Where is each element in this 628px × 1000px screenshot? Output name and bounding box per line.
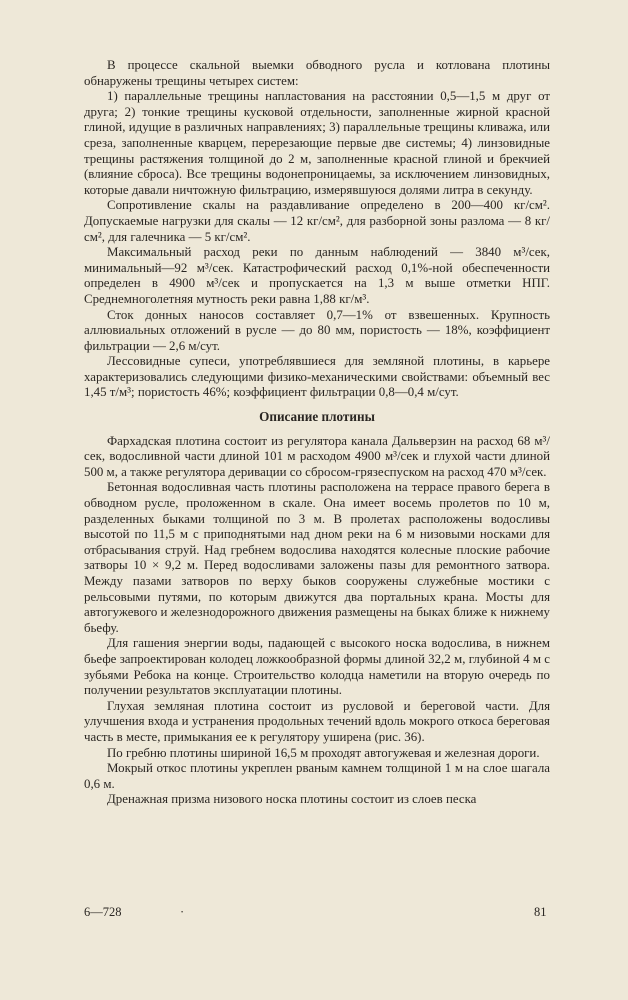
paragraph: Лессовидные супеси, употреблявшиеся для земляной плотины, в карьере характеризовались следующими физико-механическими свойствами: объемный вес 1,45 т/м³; пористость 46%; коэффициент фильтрации 0,8—0,4 м/сут. bbox=[84, 354, 550, 400]
paragraph: Фархадская плотина состоит из регулятора канала Дальверзин на расход 68 м³/сек, водосливной части длиной 101 м расходом 4900 м³/сек и глухой части длиной 500 м, а также регулятора деривации со сбросом-грязеспуском на расход 470 м³/сек. bbox=[84, 433, 550, 479]
paragraph: Мокрый откос плотины укреплен рваным камнем толщиной 1 м на слое шагала 0,6 м. bbox=[84, 761, 550, 791]
printer-signature: 6—728 bbox=[84, 905, 122, 919]
paragraph: По гребню плотины шириной 16,5 м проходят автогужевая и железная дороги. bbox=[107, 745, 540, 760]
page-number: 81 bbox=[534, 905, 547, 919]
paragraph: 1) параллельные трещины напластования на расстоянии 0,5—1,5 м друг от друга; 2) тонкие трещины кусковой отдельности, заполненные жирной красной глиной, идущие в различных направлениях; 3) параллельные трещины кливажа, или среза, заполненные кварцем, перерезающие первые две системы; 4) линзовидные трещины растяжения толщиной до 2 м, заполненные красной глиной и брекчией (влияние сброса). Все трещины водонепроницаемы, за исключением линзовидных, которые давали ничтожную фильтрацию, измерявшуюся долями литра в секунду. bbox=[84, 89, 550, 197]
paragraph: Глухая земляная плотина состоит из русловой и береговой части. Для улучшения входа и устранения продольных течений вдоль мокрого откоса береговая часть в месте, примыкания ее к регулятору уширена (рис. 36). bbox=[84, 698, 550, 744]
paragraph: В процессе скальной выемки обводного русла и котлована плотины обнаружены трещины четырех систем: bbox=[84, 58, 550, 88]
paragraph: Сток донных наносов составляет 0,7—1% от взвешенных. Крупность аллювиальных отложений в русле — до 80 мм, пористость — 18%, коэффициент фильтрации — 2,6 м/сут. bbox=[84, 307, 550, 353]
body-text bbox=[84, 58, 550, 808]
paragraph: Для гашения энергии воды, падающей с высокого носка водослива, в нижнем бьефе запроектирован колодец ложкообразной формы длиной 32,2 м, глубиной 4 м с зубьями Ребока на конце. Строительство колодца наметили на вторую очередь по получении результатов эксплуатации плотины. bbox=[84, 636, 550, 698]
footer-dot: · bbox=[180, 905, 185, 919]
paragraph: Дренажная призма низового носка плотины состоит из слоев песка bbox=[107, 792, 477, 807]
section-heading: Описание плотины bbox=[259, 409, 375, 425]
paragraph: Максимальный расход реки по данным наблюдений — 3840 м³/сек, минимальный—92 м³/сек. Катастрофический расход 0,1%-ной обеспеченности определен в 4900 м³/сек и пропускается на 1,3 м выше отметки НПГ. Среднемноголетняя мутность реки равна 1,88 кг/м³. bbox=[84, 245, 550, 306]
paragraph: Бетонная водосливная часть плотины расположена на террасе правого берега в обводном русле, проложенном в скале. Она имеет восемь пролетов по 10 м, разделенных быками толщиной по 3 м. В пролетах расположены водосливы высотой по 11,5 м с приподнятыми над дном реки на 6 м низовыми носками для отбрасывания струй. Над гребнем водослива находятся колесные плоские рабочие затворы 10 × 9,2 м. Перед водосливами заложены пазы для ремонтного затвора. Между пазами затворов по верху быков сооружены служебные мостики с рельсовыми путями, по которым движутся два портальных крана. Мосты для автогужевого и железнодорожного движения размещены на быках ближе к нижнему бьефу. bbox=[84, 480, 550, 635]
paragraph: Сопротивление скалы на раздавливание определено в 200—400 кг/см². Допускаемые нагрузки для скалы — 12 кг/см², для разборной зоны разлома — 8 кг/см², для галечника — 5 кг/см². bbox=[84, 198, 550, 244]
